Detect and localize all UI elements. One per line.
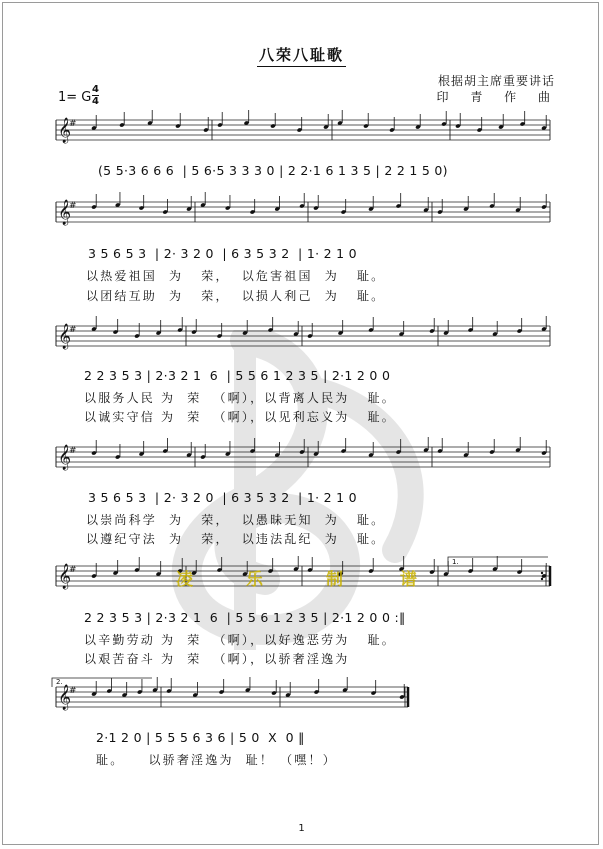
repeat-dot <box>541 578 543 580</box>
composer-credit: 印 青 作 曲 <box>436 90 559 104</box>
treble-clef-icon: 𝄞 <box>58 118 72 143</box>
system-5-jianpu: 2·1 2 0 | 5 5 5 6 3 6 | 5 0 X 0 ‖ <box>96 730 305 745</box>
system-1-lyric-2: 以团结互助 为 荣， 以损人利己 为 耻。 <box>86 289 386 303</box>
sharp-icon: # <box>69 565 77 575</box>
key-signature: 1= G <box>58 90 92 105</box>
lyricist-credit: 根据胡主席重要讲话 <box>437 74 555 88</box>
watermark-char-d: 谱 <box>400 570 417 590</box>
volta-second-label: 2. <box>56 678 63 686</box>
treble-clef-icon: 𝄞 <box>58 200 72 225</box>
system-3-jianpu: 3 5 6 5 3 | 2· 3 2 0 | 6 3 5 3 2 | 1· 2 1 0 <box>88 490 357 505</box>
treble-clef-icon: 𝄞 <box>58 324 72 349</box>
treble-clef-icon: 𝄞 <box>58 564 72 589</box>
sharp-icon: # <box>69 325 77 335</box>
system-5-lyric-1: 耻。 以骄奢淫逸为 耻！ （嘿！） <box>96 753 337 767</box>
system-1-lyric-1: 以热爱祖国 为 荣， 以危害祖国 为 耻。 <box>86 269 386 283</box>
volta-bracket-first <box>448 557 548 566</box>
time-signature: 4 4 <box>92 84 99 107</box>
watermark-char-b: 乐 <box>246 570 263 590</box>
system-2-lyric-2: 以诚实守信 为 荣 （啊），以见利忘义为 耻。 <box>84 410 396 424</box>
system-3-lyric-1: 以崇尚科学 为 荣， 以愚昧无知 为 耻。 <box>86 513 386 527</box>
watermark-char-c: 制 <box>326 570 343 590</box>
sharp-icon: # <box>69 686 77 696</box>
sharp-icon: # <box>69 446 77 456</box>
system-1-jianpu: 3 5 6 5 3 | 2· 3 2 0 | 6 3 5 3 2 | 1· 2 1 0 <box>88 246 357 261</box>
intro-jianpu: (5 5·3 6 6 6 | 5 6·5 3 3 3 0 | 2 2·1 6 1 3 5 | 2 2 1 5 0) <box>98 163 448 178</box>
song-title: 八荣八耻歌 <box>0 44 603 65</box>
sharp-icon: # <box>69 119 77 129</box>
system-4-lyric-1: 以辛勤劳动 为 荣 （啊），以好逸恶劳为 耻。 <box>84 633 396 647</box>
system-2-jianpu: 2 2 3 5 3 | 2·3 2 1 6 | 5 5 6 1 2 3 5 | 2·1 2 0 0 <box>84 368 391 383</box>
sharp-icon: # <box>69 201 77 211</box>
volta-first-label: 1. <box>452 558 459 566</box>
system-2-lyric-1: 以服务人民 为 荣 （啊），以背离人民为 耻。 <box>84 391 396 405</box>
system-4-lyric-2: 以艰苦奋斗 为 荣 （啊），以骄奢淫逸为 <box>84 652 350 666</box>
treble-clef-icon: 𝄞 <box>58 685 72 710</box>
treble-clef-icon: 𝄞 <box>58 445 72 470</box>
watermark-char-a: 凌 <box>176 570 193 590</box>
system-3-lyric-2: 以遵纪守法 为 荣， 以违法乱纪 为 耻。 <box>86 532 386 546</box>
repeat-dot <box>541 572 543 574</box>
system-4-jianpu: 2 2 3 5 3 | 2·3 2 1 6 | 5 5 6 1 2 3 5 | 2·1 2 0 0 :‖ <box>84 610 406 625</box>
page-number: 1 <box>298 823 305 834</box>
